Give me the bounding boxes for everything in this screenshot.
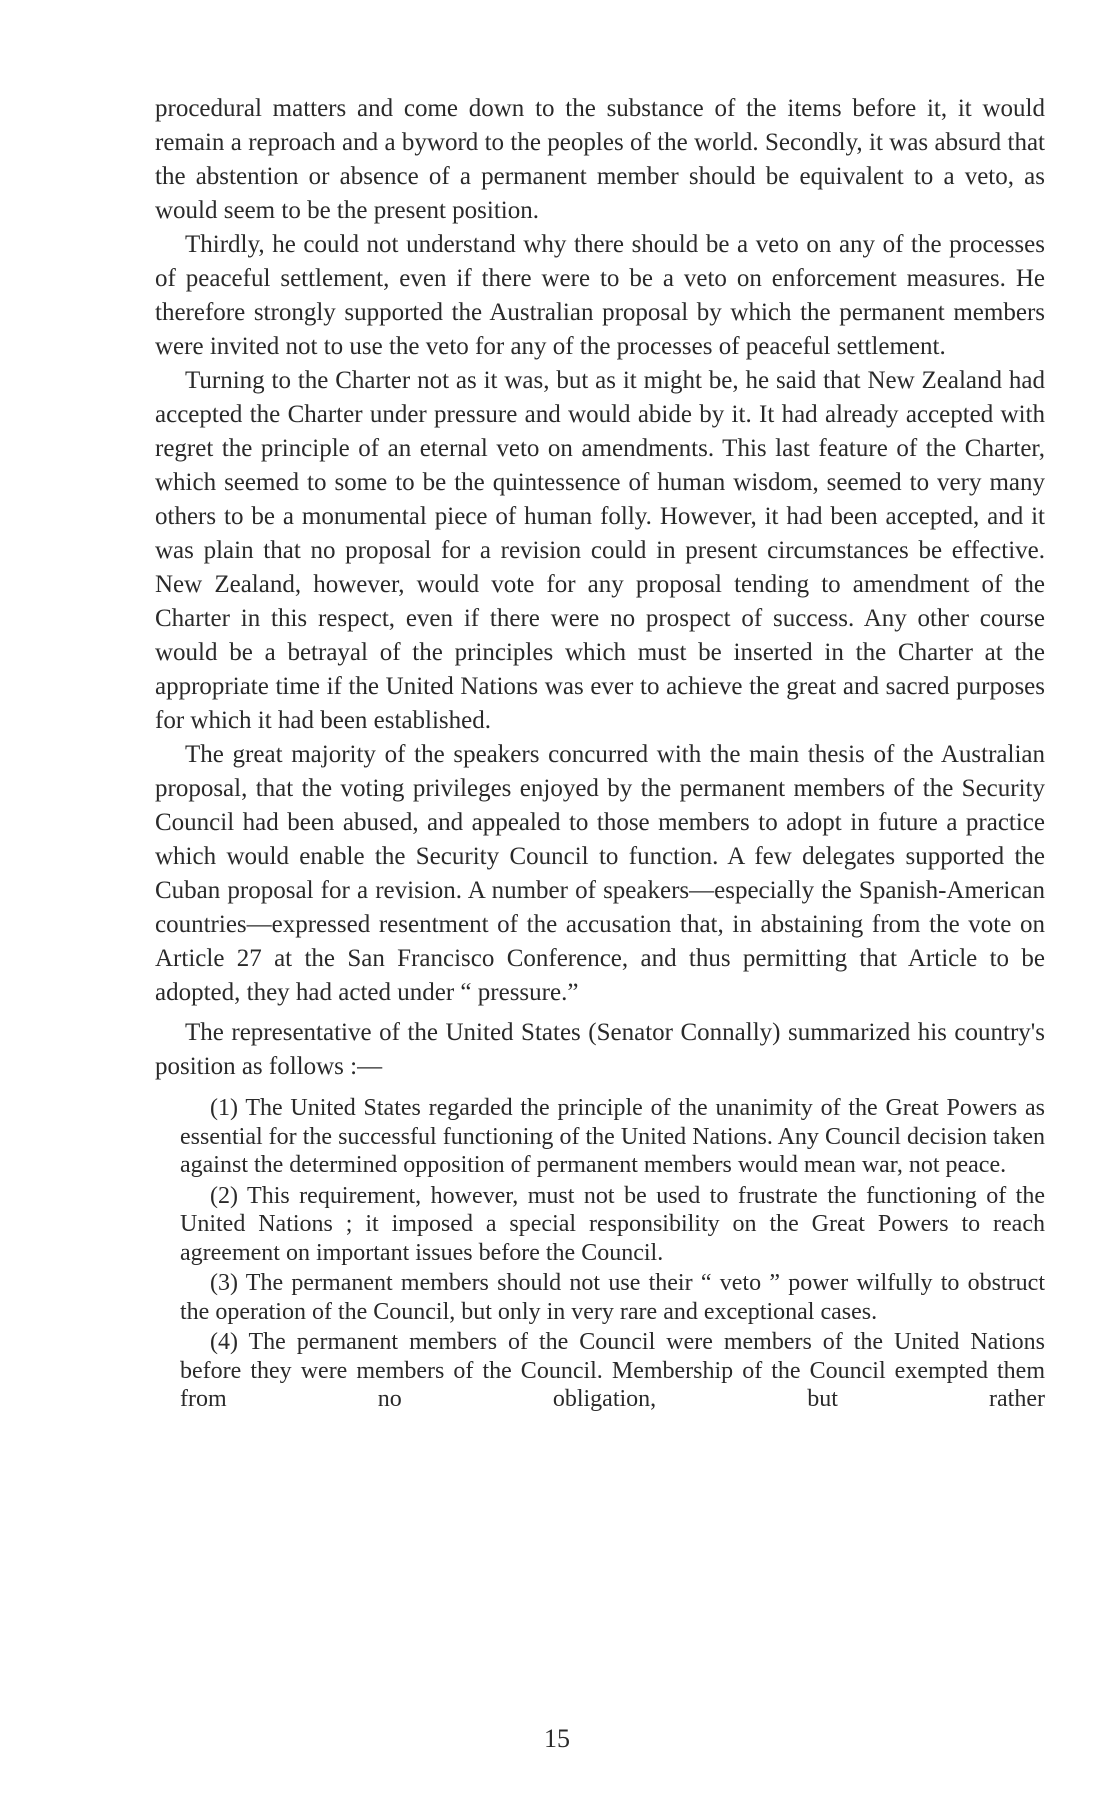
paragraph-charter: Turning to the Charter not as it was, but as it might be, he said that New Zealand had accepted the Charter under pressure and would abide by it. It had already accepted with regret the principle of an eternal veto on amendments. This last feature of the Charter, which seemed to some to be the quintessence of human wisdom, seemed to very many others to be a monumental piece of human folly. However, it had been accepted, and it was plain that no proposal for a revision could in present circumstances be effective. New Zealand, however, would vote for any proposal tending to amendment of the Charter in this respect, even if there were no prospect of success. Any other course would be a betrayal of the principles which must be inserted in the Charter at the appropriate time if the United Nations was ever to achieve the great and sacred purposes for which it had been established. bbox=[155, 367, 1045, 734]
paragraph-us-representative: The representative of the United States (Senator Connally) summarized his country's position as follows :— bbox=[155, 1019, 1045, 1080]
page-number: 15 bbox=[544, 1724, 570, 1753]
paragraph-continuation: procedural matters and come down to the substance of the items before it, it would remain a reproach and a byword to the peoples of the world. Secondly, it was absurd that the abstention or absence of a permanent member should be equivalent to a veto, as would seem to be the present position. bbox=[155, 95, 1045, 224]
paragraph-majority: The great majority of the speakers concurred with the main thesis of the Australian proposal, that the voting privileges enjoyed by the permanent members of the Security Council had been abused, and appealed to those members to adopt in future a practice which would enable the Security Council to function. A few delegates supported the Cuban proposal for a revision. A number of speakers—especially the Spanish-American countries—expressed resentment of the accusation that, in abstaining from the vote on Article 27 at the San Francisco Conference, and thus permitting that Article to be adopted, they had acted under “ pressure.” bbox=[155, 741, 1045, 1006]
page-body bbox=[155, 92, 1045, 1416]
paragraph-thirdly: Thirdly, he could not understand why there should be a veto on any of the processes of peaceful settlement, even if there were to be a veto on enforcement measures. He therefore strongly supported the Australian proposal by which the permanent members were invited not to use the veto for any of the processes of peaceful settlement. bbox=[155, 231, 1045, 360]
list-item: (2) This requirement, however, must not be used to frustrate the functioning of the United Nations ; it imposed a special responsibility on the Great Powers to reach agreement on important issues before the Council. bbox=[180, 1182, 1045, 1266]
position-list bbox=[155, 1094, 1045, 1414]
list-item: (1) The United States regarded the principle of the unanimity of the Great Powers as essential for the successful functioning of the United Nations. Any Council decision taken against the determined opposition of permanent members would mean war, not peace. bbox=[180, 1095, 1045, 1178]
list-item: (3) The permanent members should not use their “ veto ” power wilfully to obstruct the operation of the Council, but only in very rare and exceptional cases. bbox=[180, 1270, 1045, 1325]
list-item: (4) The permanent members of the Council were members of the United Nations before they were members of the Council. Membership of the Council exempted them from no obligation, but rather bbox=[180, 1329, 1045, 1412]
